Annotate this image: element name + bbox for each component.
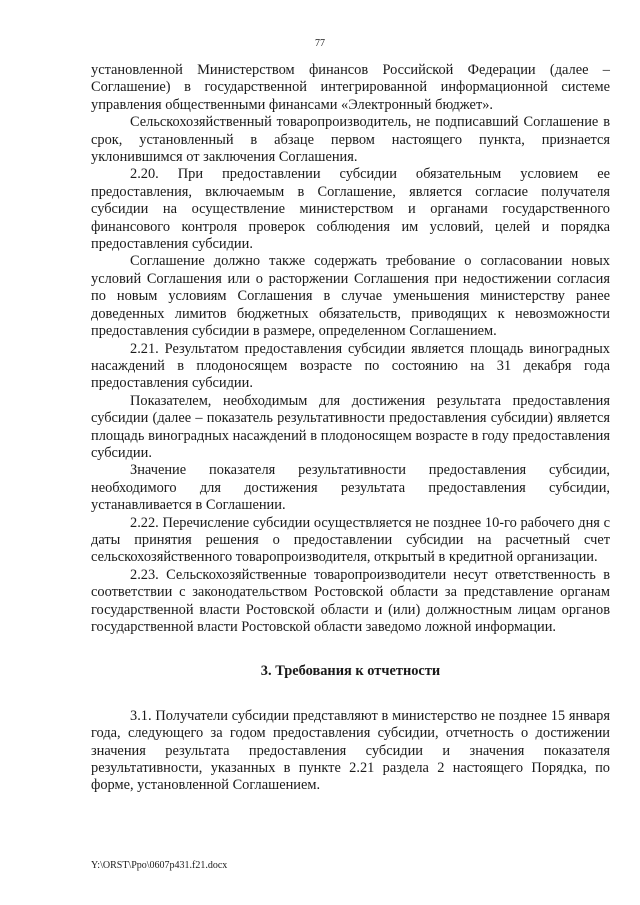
paragraph: Сельскохозяйственный товаропроизводитель, не подписавший Соглашение в срок, установленный в абзаце первом настоящего пункта, признается уклонившимся от заключения Соглашения. — [91, 114, 610, 166]
paragraph-2-22: 2.22. Перечисление субсидии осуществляется не позднее 10-го рабочего дня с даты принятия решения о предоставлении субсидии на расчетный счет сельскохозяйственного товаропроизводителя, открытый в кредитной организации. — [91, 514, 610, 566]
paragraph-2-23: 2.23. Сельскохозяйственные товаропроизводители несут ответственность в соответствии с законодательством Ростовской области за представление органам государственной власти Ростовской области и (или) должностным лицам органов государственной власти Ростовской области заведомо ложной информации. — [91, 566, 610, 635]
document-body — [91, 62, 610, 795]
page-number: 77 — [315, 38, 325, 49]
paragraph: Соглашение должно также содержать требование о согласовании новых условий Соглашения или о расторжении Соглашения при недостижении согласия по новым условиям Соглашения в случае уменьшения министерству ранее доведенных лимитов бюджетных обязательств, приводящих к невозможности предоставления субсидии в размере, определенном Соглашением. — [91, 253, 610, 340]
paragraph: Показателем, необходимым для достижения результата предоставления субсидии (далее – показатель результативности предоставления субсидии) является площадь виноградных насаждений в плодоносящем возрасте в году предоставления субсидии. — [91, 392, 610, 461]
paragraph: Значение показателя результативности предоставления субсидии, необходимого для достижения результата предоставления субсидии, устанавливается в Соглашении. — [91, 462, 610, 514]
footer-file-path: Y:\ORST\Ppo\0607p431.f21.docx — [91, 860, 228, 871]
paragraph-2-21: 2.21. Результатом предоставления субсидии является площадь виноградных насаждений в плодоносящем возрасте по состоянию на 31 декабря года предоставления субсидии. — [91, 340, 610, 392]
section-heading: 3. Требования к отчетности — [260, 663, 441, 680]
paragraph-3-1: 3.1. Получатели субсидии представляют в министерство не позднее 15 января года, следующего за годом предоставления субсидии, отчетность о достижении значения результата предоставления субсидии и значения показателя результативности, указанных в пункте 2.21 раздела 2 настоящего Порядка, по форме, установленной Соглашением. — [91, 707, 610, 794]
paragraph-2-20: 2.20. При предоставлении субсидии обязательным условием ее предоставления, включаемым в Соглашение, является согласие получателя субсидии на осуществление министерством и органами государственного финансового контроля проверок соблюдения им условий, целей и порядка предоставления субсидии. — [91, 166, 610, 253]
paragraph-continuation: установленной Министерством финансов Российской Федерации (далее – Соглашение) в государственной интегрированной информационной системе управления общественными финансами «Электронный бюджет». — [91, 62, 610, 113]
